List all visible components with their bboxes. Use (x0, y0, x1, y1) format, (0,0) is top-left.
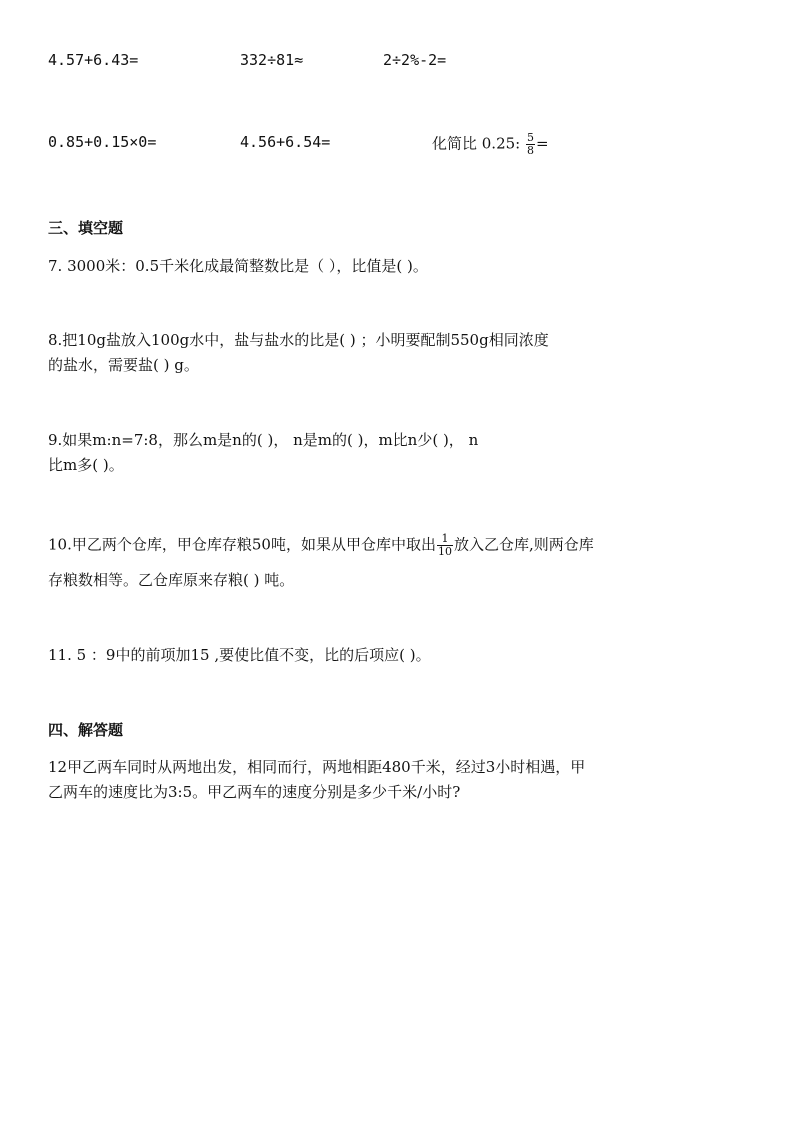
fraction-numerator: 5 (527, 131, 535, 144)
calc-item: 4.57+6.43= (48, 51, 139, 69)
question-10-line1 (48, 533, 594, 558)
question-7: 7. 3000米：0.5千米化成最简整数比是（ ），比值是( )。 (48, 257, 428, 275)
question-11: 11. 5 ：9中的前项加15 ,要使比值不变，比的后项应( )。 (48, 646, 431, 664)
fraction (437, 533, 453, 558)
calc-simplify-ratio (432, 132, 549, 157)
question-8-line1: 8.把10g盐放入100g水中，盐与盐水的比是( ) ；小明要配制550g相同浓度 (48, 331, 549, 349)
question-10-line2: 存粮数相等。乙仓库原来存粮( ) 吨。 (48, 571, 295, 589)
question-12-line1: 12甲乙两车同时从两地出发，相同而行，两地相距480千米，经过3小时相遇，甲 (48, 758, 586, 776)
calc-simplify-prefix: 化简比 0.25: (432, 134, 521, 153)
fraction-denominator: 10 (437, 545, 452, 558)
question-8-line2: 的盐水，需要盐( ) g。 (48, 356, 199, 374)
section-title: 三、填空题 (48, 219, 124, 237)
calc-item: 332÷81≈ (240, 51, 304, 69)
question-9-line1: 9.如果m:n=7:8，那么m是n的( )， n是m的( )，m比n少( )， n (48, 431, 479, 449)
question-9-line2: 比m多( )。 (48, 456, 124, 474)
question-10-prefix: 10.甲乙两个仓库，甲仓库存粮50吨，如果从甲仓库中取出 (48, 535, 436, 554)
fraction-denominator: 8 (527, 144, 535, 157)
question-10-suffix: 放入乙仓库,则两仓库 (453, 535, 594, 554)
question-12-line2: 乙两车的速度比为3:5。甲乙两车的速度分别是多少千米/小时? (48, 783, 461, 801)
calc-item: 0.85+0.15×0= (48, 133, 157, 151)
calc-simplify-suffix: = (536, 134, 549, 153)
calc-item: 2÷2%-2= (383, 51, 447, 69)
fraction (526, 132, 535, 157)
fraction-numerator: 1 (437, 533, 453, 546)
calc-item: 4.56+6.54= (240, 133, 331, 151)
section-title: 四、解答题 (48, 721, 124, 739)
